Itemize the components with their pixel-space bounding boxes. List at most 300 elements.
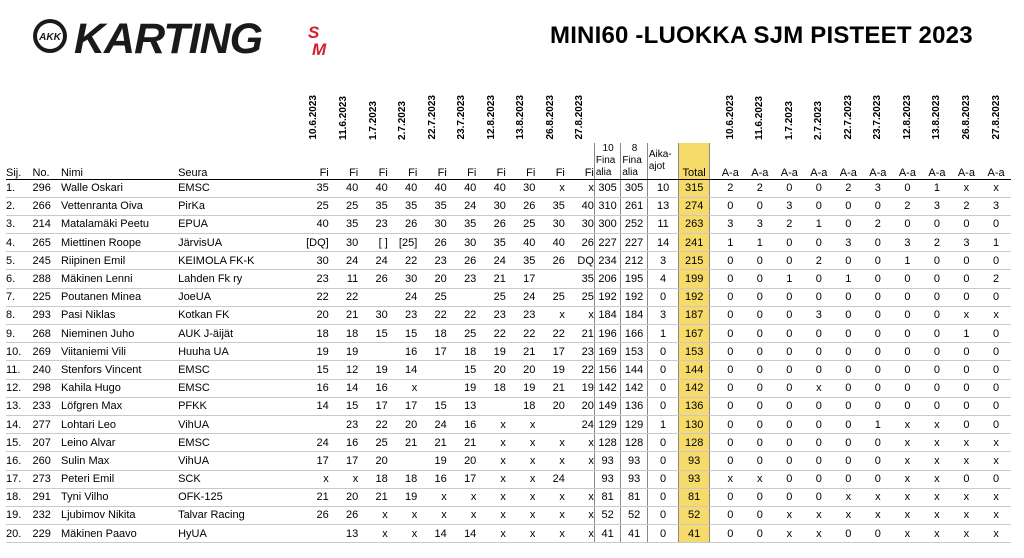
position-cell: 10. bbox=[6, 343, 32, 361]
qualifying-cell: 14 bbox=[647, 234, 679, 252]
position-cell: 2. bbox=[6, 197, 32, 215]
final-points-cell: x bbox=[565, 525, 595, 543]
penalty-cell: 0 bbox=[863, 379, 893, 397]
penalty-cell: x bbox=[863, 506, 893, 524]
final-points-cell: 23 bbox=[299, 270, 329, 288]
position-cell: 6. bbox=[6, 270, 32, 288]
penalty-cell: 0 bbox=[834, 525, 864, 543]
final-points-cell: 16 bbox=[417, 470, 447, 488]
race-date-header bbox=[358, 95, 388, 143]
driver-name-cell: Lohtari Leo bbox=[61, 415, 178, 433]
driver-name-cell: Vettenranta Oiva bbox=[61, 197, 178, 215]
driver-number-cell: 273 bbox=[32, 470, 61, 488]
penalty-cell: 0 bbox=[952, 379, 982, 397]
table-row bbox=[6, 179, 1011, 197]
final-points-cell: 26 bbox=[358, 270, 388, 288]
penalty-cell: 0 bbox=[804, 270, 834, 288]
race-date-label: 1.7.2023 bbox=[367, 100, 379, 140]
final-points-cell: 21 bbox=[565, 325, 595, 343]
penalty-cell: x bbox=[893, 434, 923, 452]
col-final-points: Fi bbox=[299, 143, 329, 180]
penalty-cell: 2 bbox=[745, 179, 775, 197]
position-cell: 1. bbox=[6, 179, 32, 197]
driver-number-cell: 269 bbox=[32, 343, 61, 361]
penalty-cell: 0 bbox=[804, 488, 834, 506]
final-points-cell: 25 bbox=[506, 215, 536, 233]
final-points-cell: 16 bbox=[299, 379, 329, 397]
club-cell: Lahden Fk ry bbox=[178, 270, 299, 288]
penalty-cell: 0 bbox=[981, 397, 1011, 415]
final-points-cell: 19 bbox=[329, 343, 359, 361]
final-points-cell: 17 bbox=[506, 270, 536, 288]
total-cell: 167 bbox=[679, 325, 710, 343]
driver-number-cell: 293 bbox=[32, 306, 61, 324]
col-8-finals-line: alia bbox=[622, 166, 638, 178]
final-points-cell: 16 bbox=[329, 434, 359, 452]
race-date-header bbox=[447, 95, 477, 143]
final-points-cell: 19 bbox=[535, 361, 565, 379]
final-points-cell: 24 bbox=[299, 434, 329, 452]
penalty-cell: 0 bbox=[981, 288, 1011, 306]
penalty-date-label: 23.7.2023 bbox=[872, 95, 884, 140]
penalty-cell: 0 bbox=[716, 434, 746, 452]
penalty-cell: 0 bbox=[716, 525, 746, 543]
total-cell: 41 bbox=[679, 525, 710, 543]
final-points-cell: 19 bbox=[388, 488, 418, 506]
penalty-cell: 0 bbox=[863, 361, 893, 379]
finals-8-cell: 93 bbox=[621, 470, 647, 488]
driver-name-cell: Riipinen Emil bbox=[61, 252, 178, 270]
final-points-cell: 14 bbox=[417, 525, 447, 543]
penalty-cell: 0 bbox=[775, 306, 805, 324]
col-penalty: A-a bbox=[863, 143, 893, 180]
penalty-cell: 0 bbox=[834, 434, 864, 452]
final-points-cell: x bbox=[476, 415, 506, 433]
driver-name-cell: Stenfors Vincent bbox=[61, 361, 178, 379]
driver-number-cell: 298 bbox=[32, 379, 61, 397]
col-penalty: A-a bbox=[716, 143, 746, 180]
race-date-header bbox=[329, 95, 359, 143]
final-points-cell: 15 bbox=[329, 397, 359, 415]
penalty-cell: 0 bbox=[981, 361, 1011, 379]
penalty-cell: 2 bbox=[981, 270, 1011, 288]
final-points-cell: 40 bbox=[417, 179, 447, 197]
penalty-cell: 1 bbox=[745, 234, 775, 252]
final-points-cell: x bbox=[535, 506, 565, 524]
final-points-cell: x bbox=[476, 434, 506, 452]
penalty-date-label: 27.8.2023 bbox=[990, 95, 1002, 140]
finals-10-cell: 81 bbox=[594, 488, 620, 506]
penalty-cell: 0 bbox=[893, 270, 923, 288]
final-points-cell: 22 bbox=[506, 325, 536, 343]
final-points-cell: 20 bbox=[447, 452, 477, 470]
col-10-finals-line: 10 bbox=[602, 142, 614, 154]
driver-name-cell: Poutanen Minea bbox=[61, 288, 178, 306]
penalty-cell: 0 bbox=[804, 470, 834, 488]
final-points-cell: 21 bbox=[358, 488, 388, 506]
final-points-cell: x bbox=[565, 434, 595, 452]
penalty-cell: 0 bbox=[893, 179, 923, 197]
penalty-cell: 0 bbox=[775, 288, 805, 306]
final-points-cell: 20 bbox=[417, 270, 447, 288]
final-points-cell: 18 bbox=[329, 325, 359, 343]
club-cell: EMSC bbox=[178, 434, 299, 452]
driver-number-cell: 268 bbox=[32, 325, 61, 343]
table-row bbox=[6, 452, 1011, 470]
driver-name-cell: Matalamäki Peetu bbox=[61, 215, 178, 233]
penalty-date-header bbox=[922, 95, 952, 143]
penalty-cell: x bbox=[922, 415, 952, 433]
penalty-cell: 0 bbox=[863, 306, 893, 324]
penalty-cell: x bbox=[981, 506, 1011, 524]
penalty-cell: x bbox=[804, 525, 834, 543]
final-points-cell: 22 bbox=[358, 415, 388, 433]
penalty-cell: 0 bbox=[863, 252, 893, 270]
penalty-cell: 0 bbox=[775, 234, 805, 252]
driver-number-cell: 288 bbox=[32, 270, 61, 288]
driver-name-cell: Leino Alvar bbox=[61, 434, 178, 452]
finals-8-cell: 305 bbox=[621, 179, 647, 197]
final-points-cell: x bbox=[476, 452, 506, 470]
final-points-cell: 23 bbox=[388, 306, 418, 324]
penalty-cell: 0 bbox=[745, 506, 775, 524]
final-points-cell: 15 bbox=[417, 397, 447, 415]
penalty-cell: 0 bbox=[952, 215, 982, 233]
svg-text:AKK: AKK bbox=[39, 32, 61, 43]
driver-name-cell: Kahila Hugo bbox=[61, 379, 178, 397]
penalty-cell: 0 bbox=[863, 470, 893, 488]
final-points-cell: 18 bbox=[447, 343, 477, 361]
penalty-cell: 0 bbox=[952, 270, 982, 288]
penalty-cell: 0 bbox=[804, 179, 834, 197]
penalty-cell: x bbox=[863, 488, 893, 506]
penalty-cell: 0 bbox=[922, 215, 952, 233]
table-row bbox=[6, 288, 1011, 306]
penalty-cell: 0 bbox=[745, 397, 775, 415]
club-cell: OFK-125 bbox=[178, 488, 299, 506]
qualifying-cell: 10 bbox=[647, 179, 679, 197]
final-points-cell: x bbox=[506, 525, 536, 543]
driver-name-cell: Viitaniemi Vili bbox=[61, 343, 178, 361]
club-cell: SCK bbox=[178, 470, 299, 488]
penalty-cell: x bbox=[804, 506, 834, 524]
finals-10-cell: 93 bbox=[594, 452, 620, 470]
final-points-cell: 30 bbox=[299, 252, 329, 270]
final-points-cell: 19 bbox=[506, 379, 536, 397]
final-points-cell: 21 bbox=[506, 343, 536, 361]
finals-8-cell: 166 bbox=[621, 325, 647, 343]
penalty-cell: 0 bbox=[922, 306, 952, 324]
final-points-cell: 20 bbox=[565, 397, 595, 415]
penalty-cell: 0 bbox=[922, 397, 952, 415]
penalty-cell: 0 bbox=[775, 379, 805, 397]
final-points-cell: 35 bbox=[417, 197, 447, 215]
driver-number-cell: 296 bbox=[32, 179, 61, 197]
penalty-cell: 0 bbox=[834, 306, 864, 324]
final-points-cell: 35 bbox=[476, 234, 506, 252]
penalty-cell: 0 bbox=[893, 397, 923, 415]
final-points-cell: 22 bbox=[535, 325, 565, 343]
finals-8-cell: 227 bbox=[621, 234, 647, 252]
race-date-label: 26.8.2023 bbox=[544, 95, 556, 140]
penalty-cell: 0 bbox=[775, 325, 805, 343]
col-final-points: Fi bbox=[358, 143, 388, 180]
penalty-cell: 0 bbox=[834, 379, 864, 397]
position-cell: 15. bbox=[6, 434, 32, 452]
penalty-cell: x bbox=[804, 379, 834, 397]
finals-10-cell: 234 bbox=[594, 252, 620, 270]
penalty-cell: 0 bbox=[745, 252, 775, 270]
final-points-cell bbox=[388, 452, 418, 470]
svg-text:KARTING: KARTING bbox=[74, 15, 263, 63]
penalty-cell: 0 bbox=[716, 325, 746, 343]
final-points-cell: x bbox=[506, 506, 536, 524]
final-points-cell: 26 bbox=[476, 215, 506, 233]
final-points-cell: x bbox=[506, 415, 536, 433]
final-points-cell: x bbox=[417, 488, 447, 506]
final-points-cell: 22 bbox=[447, 306, 477, 324]
penalty-cell: 1 bbox=[834, 270, 864, 288]
penalty-cell: 0 bbox=[804, 343, 834, 361]
finals-8-cell: 128 bbox=[621, 434, 647, 452]
final-points-cell: 21 bbox=[329, 306, 359, 324]
page-header bbox=[0, 0, 1024, 80]
race-date-header bbox=[506, 95, 536, 143]
final-points-cell: x bbox=[417, 506, 447, 524]
final-points-cell: 23 bbox=[358, 215, 388, 233]
final-points-cell: 35 bbox=[388, 197, 418, 215]
final-points-cell: 17 bbox=[447, 470, 477, 488]
final-points-cell: x bbox=[565, 179, 595, 197]
table-row bbox=[6, 343, 1011, 361]
penalty-cell: 2 bbox=[834, 179, 864, 197]
penalty-cell: x bbox=[952, 452, 982, 470]
col-qualifying bbox=[647, 143, 679, 180]
penalty-cell: 0 bbox=[863, 197, 893, 215]
final-points-cell: 23 bbox=[417, 252, 447, 270]
table-row bbox=[6, 525, 1011, 543]
final-points-cell: x bbox=[535, 525, 565, 543]
finals-10-cell: 52 bbox=[594, 506, 620, 524]
col-club: Seura bbox=[178, 143, 299, 180]
final-points-cell: 20 bbox=[535, 397, 565, 415]
penalty-date-label: 2.7.2023 bbox=[813, 100, 825, 140]
penalty-cell: 1 bbox=[893, 252, 923, 270]
final-points-cell: 18 bbox=[476, 379, 506, 397]
penalty-cell: 0 bbox=[922, 288, 952, 306]
penalty-cell: 2 bbox=[922, 234, 952, 252]
penalty-cell: 3 bbox=[863, 179, 893, 197]
penalty-cell: 0 bbox=[952, 343, 982, 361]
col-penalty: A-a bbox=[981, 143, 1011, 180]
final-points-cell bbox=[447, 288, 477, 306]
blank-header-cell bbox=[61, 95, 178, 143]
penalty-cell: 0 bbox=[804, 197, 834, 215]
driver-number-cell: 240 bbox=[32, 361, 61, 379]
finals-10-cell: 41 bbox=[594, 525, 620, 543]
finals-10-cell: 227 bbox=[594, 234, 620, 252]
col-qualifying-line: ajot bbox=[648, 160, 665, 172]
table-row bbox=[6, 306, 1011, 324]
final-points-cell: 25 bbox=[535, 288, 565, 306]
club-cell: PirKa bbox=[178, 197, 299, 215]
final-points-cell: x bbox=[299, 470, 329, 488]
penalty-date-header bbox=[893, 95, 923, 143]
penalty-cell: 0 bbox=[863, 288, 893, 306]
table-row bbox=[6, 197, 1011, 215]
final-points-cell bbox=[417, 379, 447, 397]
col-8-finals-line: 8 bbox=[631, 142, 638, 154]
final-points-cell: 19 bbox=[299, 343, 329, 361]
driver-name-cell: Pasi Niklas bbox=[61, 306, 178, 324]
final-points-cell: 20 bbox=[388, 415, 418, 433]
final-points-cell: 30 bbox=[535, 215, 565, 233]
col-penalty: A-a bbox=[775, 143, 805, 180]
driver-name-cell: Tyni Vilho bbox=[61, 488, 178, 506]
table-row bbox=[6, 325, 1011, 343]
final-points-cell: 25 bbox=[299, 197, 329, 215]
final-points-cell: x bbox=[565, 506, 595, 524]
penalty-cell: 0 bbox=[775, 343, 805, 361]
qualifying-cell: 0 bbox=[647, 506, 679, 524]
final-points-cell: 20 bbox=[506, 361, 536, 379]
finals-10-cell: 149 bbox=[594, 397, 620, 415]
penalty-cell: 0 bbox=[893, 379, 923, 397]
final-points-cell: 14 bbox=[299, 397, 329, 415]
final-points-cell: x bbox=[506, 452, 536, 470]
penalty-cell: 0 bbox=[952, 470, 982, 488]
final-points-cell: 30 bbox=[417, 215, 447, 233]
final-points-cell: x bbox=[447, 488, 477, 506]
final-points-cell: 17 bbox=[535, 343, 565, 361]
penalty-cell: 0 bbox=[775, 434, 805, 452]
penalty-cell: x bbox=[981, 488, 1011, 506]
col-penalty: A-a bbox=[804, 143, 834, 180]
penalty-date-label: 26.8.2023 bbox=[960, 95, 972, 140]
final-points-cell: 23 bbox=[476, 306, 506, 324]
final-points-cell: 24 bbox=[388, 288, 418, 306]
penalty-cell: 0 bbox=[893, 361, 923, 379]
total-cell: 128 bbox=[679, 434, 710, 452]
penalty-cell: 0 bbox=[804, 288, 834, 306]
final-points-cell bbox=[417, 361, 447, 379]
penalty-cell: 0 bbox=[745, 343, 775, 361]
col-final-points: Fi bbox=[506, 143, 536, 180]
table-row bbox=[6, 270, 1011, 288]
penalty-cell: 3 bbox=[716, 215, 746, 233]
penalty-cell: 0 bbox=[775, 470, 805, 488]
final-points-cell: 21 bbox=[388, 434, 418, 452]
final-points-cell: 26 bbox=[417, 234, 447, 252]
penalty-cell: 0 bbox=[834, 215, 864, 233]
penalty-cell: 0 bbox=[775, 179, 805, 197]
penalty-date-header bbox=[745, 95, 775, 143]
penalty-cell: 3 bbox=[981, 197, 1011, 215]
position-cell: 4. bbox=[6, 234, 32, 252]
penalty-cell: x bbox=[716, 470, 746, 488]
driver-number-cell: 265 bbox=[32, 234, 61, 252]
finals-8-cell: 142 bbox=[621, 379, 647, 397]
driver-name-cell: Nieminen Juho bbox=[61, 325, 178, 343]
penalty-cell: 0 bbox=[804, 397, 834, 415]
penalty-cell: x bbox=[834, 488, 864, 506]
penalty-cell: 1 bbox=[922, 179, 952, 197]
final-points-cell: 16 bbox=[358, 379, 388, 397]
final-points-cell: 24 bbox=[329, 252, 359, 270]
penalty-date-header bbox=[952, 95, 982, 143]
col-penalty: A-a bbox=[834, 143, 864, 180]
qualifying-cell: 0 bbox=[647, 488, 679, 506]
final-points-cell: 40 bbox=[358, 179, 388, 197]
table-row bbox=[6, 252, 1011, 270]
col-penalty: A-a bbox=[922, 143, 952, 180]
final-points-cell: 26 bbox=[565, 234, 595, 252]
penalty-cell: 0 bbox=[804, 452, 834, 470]
finals-10-cell: 305 bbox=[594, 179, 620, 197]
date-header-row bbox=[6, 95, 1011, 143]
final-points-cell: 15 bbox=[447, 361, 477, 379]
qualifying-cell: 0 bbox=[647, 452, 679, 470]
total-cell: 136 bbox=[679, 397, 710, 415]
position-cell: 13. bbox=[6, 397, 32, 415]
qualifying-cell: 4 bbox=[647, 270, 679, 288]
total-cell: 153 bbox=[679, 343, 710, 361]
penalty-cell: 0 bbox=[745, 415, 775, 433]
finals-8-cell: 195 bbox=[621, 270, 647, 288]
col-final-points: Fi bbox=[417, 143, 447, 180]
final-points-cell: 35 bbox=[329, 215, 359, 233]
akk-karting-sm-logo bbox=[30, 8, 350, 64]
penalty-date-header bbox=[863, 95, 893, 143]
driver-name-cell: Mäkinen Lenni bbox=[61, 270, 178, 288]
total-cell: 274 bbox=[679, 197, 710, 215]
race-date-label: 23.7.2023 bbox=[456, 95, 468, 140]
col-penalty: A-a bbox=[745, 143, 775, 180]
penalty-cell: 0 bbox=[716, 379, 746, 397]
col-final-points: Fi bbox=[535, 143, 565, 180]
final-points-cell: 17 bbox=[358, 397, 388, 415]
penalty-cell: 0 bbox=[952, 288, 982, 306]
penalty-cell: x bbox=[893, 525, 923, 543]
race-date-label: 13.8.2023 bbox=[515, 95, 527, 140]
final-points-cell: x bbox=[535, 179, 565, 197]
final-points-cell: 26 bbox=[447, 252, 477, 270]
penalty-date-header bbox=[804, 95, 834, 143]
race-date-header bbox=[476, 95, 506, 143]
final-points-cell: x bbox=[506, 488, 536, 506]
final-points-cell: 14 bbox=[388, 361, 418, 379]
final-points-cell: 24 bbox=[358, 252, 388, 270]
penalty-cell: 0 bbox=[922, 325, 952, 343]
final-points-cell: 21 bbox=[476, 270, 506, 288]
penalty-cell: 0 bbox=[745, 325, 775, 343]
penalty-cell: 0 bbox=[981, 215, 1011, 233]
final-points-cell: 26 bbox=[299, 506, 329, 524]
final-points-cell: 22 bbox=[299, 288, 329, 306]
penalty-cell: 0 bbox=[834, 288, 864, 306]
final-points-cell: 24 bbox=[506, 288, 536, 306]
driver-number-cell: 291 bbox=[32, 488, 61, 506]
final-points-cell bbox=[565, 470, 595, 488]
penalty-date-header bbox=[834, 95, 864, 143]
penalty-cell: 3 bbox=[834, 234, 864, 252]
col-penalty: A-a bbox=[893, 143, 923, 180]
final-points-cell: x bbox=[358, 525, 388, 543]
penalty-cell: 0 bbox=[804, 434, 834, 452]
final-points-cell: 30 bbox=[388, 270, 418, 288]
final-points-cell: x bbox=[388, 506, 418, 524]
final-points-cell: 25 bbox=[565, 288, 595, 306]
